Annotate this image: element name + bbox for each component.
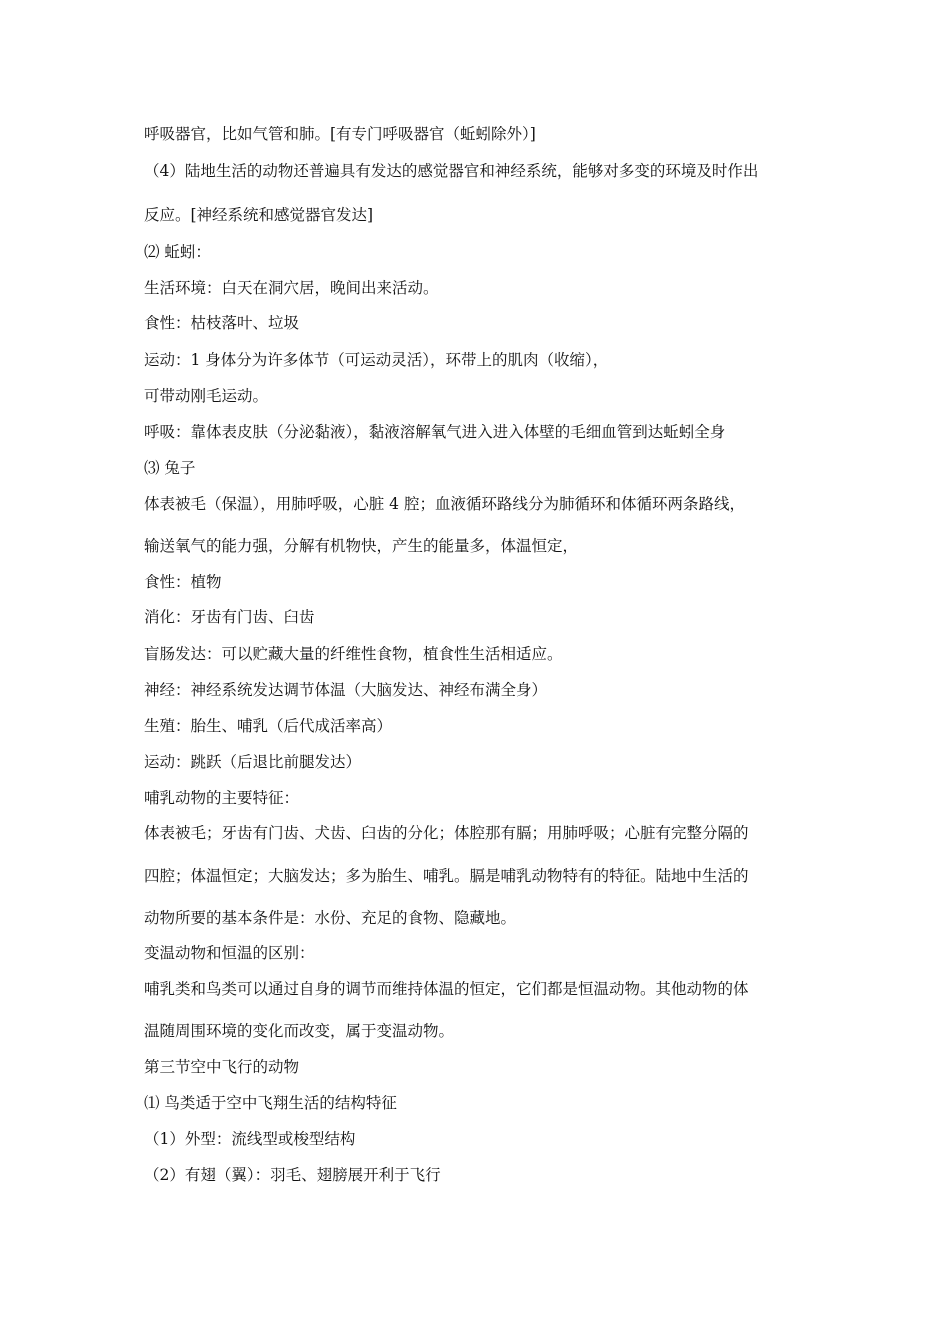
text-line: （2）有翅（翼）：羽毛、翅膀展开利于飞行: [144, 1166, 441, 1184]
text-line: 呼吸：靠体表皮肤（分泌黏液），黏液溶解氧气进入进入体壁的毛细血管到达蚯蚓全身: [144, 423, 726, 441]
text-line: 运动：1 身体分为许多体节（可运动灵活），环带上的肌肉（收缩），: [144, 351, 609, 369]
text-line: 生殖：胎生、哺乳（后代成活率高）: [144, 717, 393, 735]
text-line: ⑶ 兔子: [144, 459, 196, 477]
text-line: 可带动刚毛运动。: [144, 387, 269, 405]
text-line: 哺乳动物的主要特征：: [144, 789, 300, 807]
text-line: （1）外型：流线型或梭型结构: [144, 1130, 356, 1148]
text-line: 体表被毛；牙齿有门齿、犬齿、臼齿的分化；体腔那有膈；用肺呼吸；心脏有完整分隔的: [144, 824, 749, 842]
text-line: ⑵ 蚯蚓：: [144, 243, 211, 261]
text-line: 反应。[神经系统和感觉器官发达]: [144, 206, 374, 224]
text-line: 食性：枯枝落叶、垃圾: [144, 314, 300, 332]
text-line: 生活环境：白天在洞穴居，晚间出来活动。: [144, 279, 439, 297]
text-line: 呼吸器官，比如气管和肺。[有专门呼吸器官（蚯蚓除外）]: [144, 125, 536, 143]
text-line: ⑴ 鸟类适于空中飞翔生活的结构特征: [144, 1094, 397, 1112]
text-line: 第三节空中飞行的动物: [144, 1058, 300, 1076]
text-line: 哺乳类和鸟类可以通过自身的调节而维持体温的恒定，它们都是恒温动物。其他动物的体: [144, 980, 749, 998]
text-line: 消化：牙齿有门齿、臼齿: [144, 608, 315, 626]
text-line: 变温动物和恒温的区别：: [144, 944, 315, 962]
text-line: 动物所要的基本条件是：水份、充足的食物、隐藏地。: [144, 909, 517, 927]
text-line: 四腔；体温恒定；大脑发达；多为胎生、哺乳。膈是哺乳动物特有的特征。陆地中生活的: [144, 867, 749, 885]
text-line: 输送氧气的能力强，分解有机物快，产生的能量多，体温恒定，: [144, 537, 579, 555]
text-line: 体表被毛（保温），用肺呼吸，心脏 4 腔；血液循环路线分为肺循环和体循环两条路线，: [144, 495, 745, 513]
text-line: 温随周围环境的变化而改变，属于变温动物。: [144, 1022, 455, 1040]
text-line: （4）陆地生活的动物还普遍具有发达的感觉器官和神经系统，能够对多变的环境及时作出: [144, 162, 759, 180]
text-line: 食性：植物: [144, 573, 222, 591]
text-line: 盲肠发达：可以贮藏大量的纤维性食物，植食性生活相适应。: [144, 645, 563, 663]
text-line: 神经：神经系统发达调节体温（大脑发达、神经布满全身）: [144, 681, 548, 699]
text-line: 运动：跳跃（后退比前腿发达）: [144, 753, 362, 771]
